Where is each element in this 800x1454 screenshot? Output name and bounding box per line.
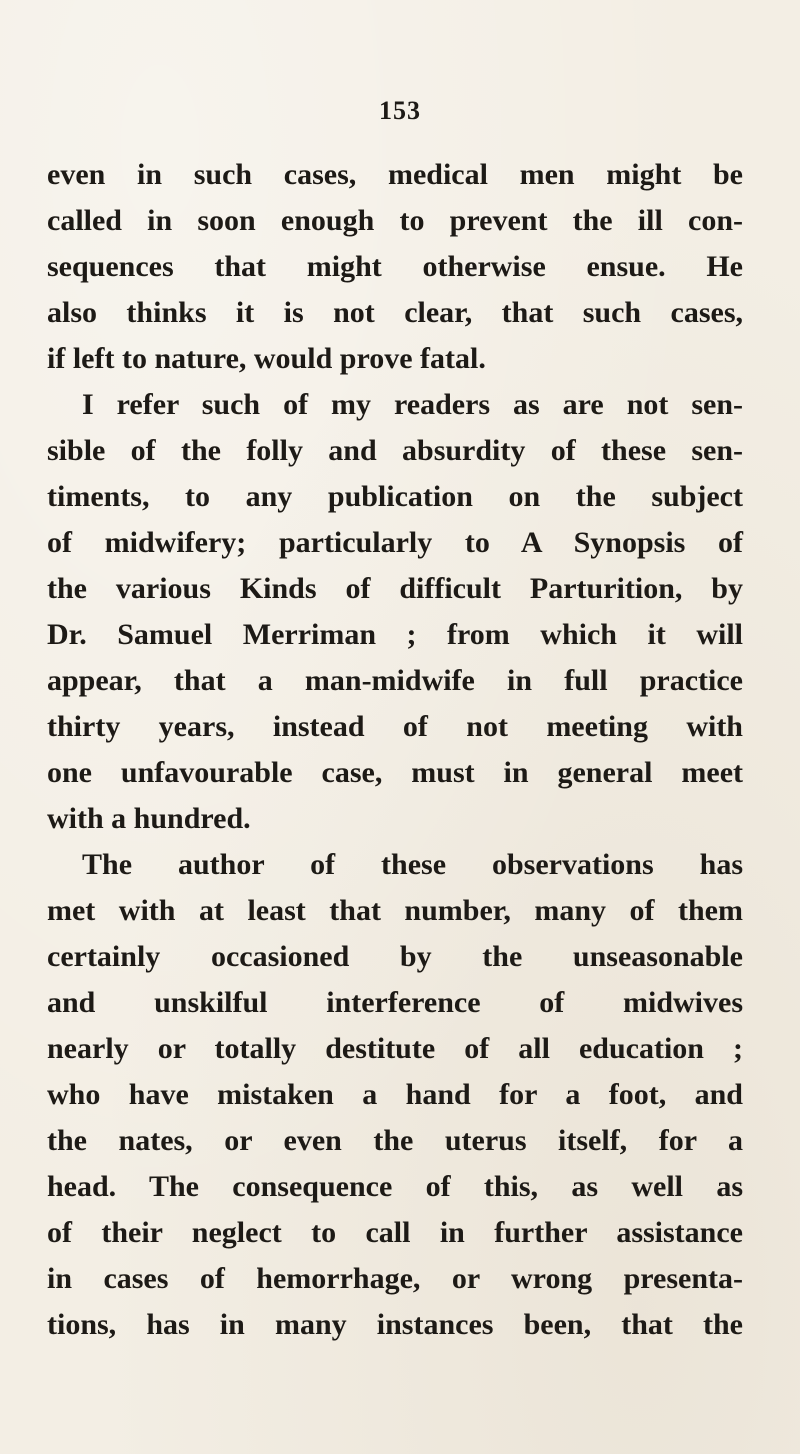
text-line: timents, to any publication on the subject <box>47 480 743 513</box>
text-line: certainly occasioned by the unseasonable <box>47 940 743 973</box>
text-line: the nates, or even the uterus itself, for a <box>47 1124 743 1157</box>
text-line: tions, has in many instances been, that the <box>47 1308 743 1341</box>
text-line: nearly or totally destitute of all education ; <box>47 1032 743 1065</box>
text-line: Dr. Samuel Merriman ; from which it will <box>47 618 743 651</box>
text-line: with a hundred. <box>47 802 251 835</box>
page-number: 153 <box>379 96 421 125</box>
text-line: sequences that might otherwise ensue. He <box>47 250 743 283</box>
text-line: appear, that a man-midwife in full practice <box>47 664 743 697</box>
text-line: one unfavourable case, must in general meet <box>47 756 743 789</box>
text-line: of their neglect to call in further assistance <box>47 1216 743 1249</box>
text-line: I refer such of my readers as are not sen- <box>82 388 743 421</box>
text-line: who have mistaken a hand for a foot, and <box>47 1078 743 1111</box>
text-line: called in soon enough to prevent the ill con- <box>47 204 743 237</box>
text-line: The author of these observations has <box>82 848 743 881</box>
text-line: even in such cases, medical men might be <box>47 158 743 191</box>
text-line: the various Kinds of difficult Parturition, by <box>47 572 743 605</box>
text-line: also thinks it is not clear, that such cases, <box>47 296 743 329</box>
text-line: head. The consequence of this, as well as <box>47 1170 743 1203</box>
text-line: and unskilful interference of midwives <box>47 986 743 1019</box>
text-line: if left to nature, would prove fatal. <box>47 342 486 375</box>
text-line: of midwifery; particularly to A Synopsis of <box>47 526 743 559</box>
text-line: met with at least that number, many of them <box>47 894 743 927</box>
text-line: thirty years, instead of not meeting with <box>47 710 743 743</box>
text-line: in cases of hemorrhage, or wrong presenta- <box>47 1262 743 1295</box>
text-line: sible of the folly and absurdity of these sen- <box>47 434 743 467</box>
